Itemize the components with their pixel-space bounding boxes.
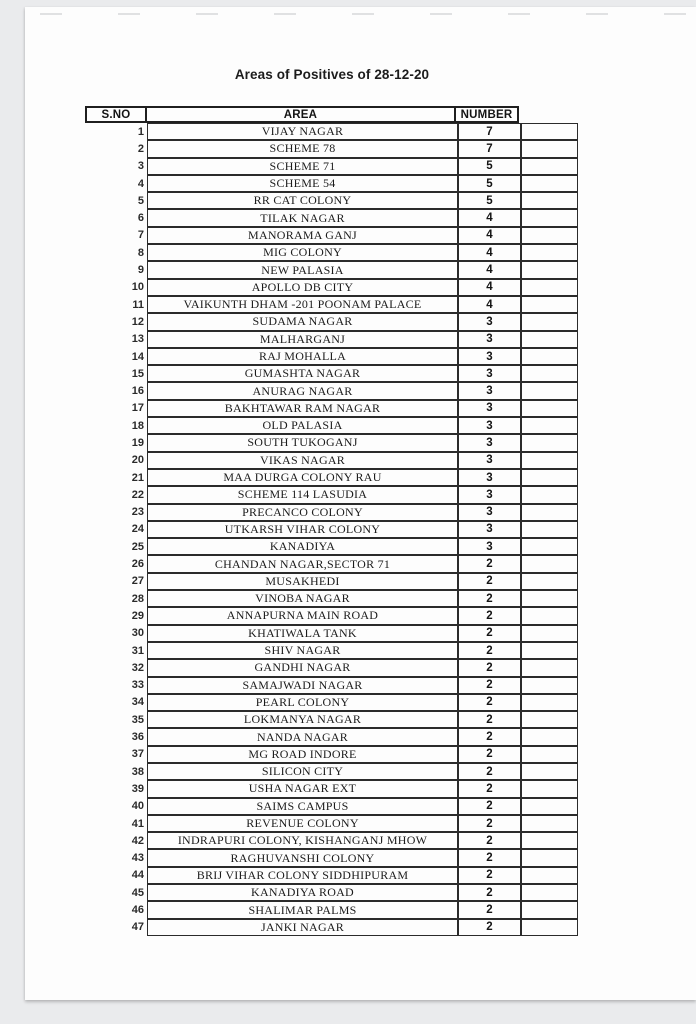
table-row	[85, 382, 578, 399]
row-sno: 28	[131, 592, 144, 605]
row-empty-cell	[521, 244, 578, 261]
row-empty-cell	[521, 313, 578, 330]
row-sno: 8	[137, 246, 144, 259]
row-number: 3	[458, 469, 521, 486]
row-area: SHALIMAR PALMS	[147, 901, 458, 918]
row-empty-cell	[521, 555, 578, 572]
row-empty-cell	[521, 832, 578, 849]
row-empty-cell	[521, 867, 578, 884]
table-row	[85, 348, 578, 365]
row-number: 2	[458, 798, 521, 815]
table-row	[85, 538, 578, 555]
table-row	[85, 832, 578, 849]
scan-artifact-line	[40, 13, 688, 15]
row-area: SILICON CITY	[147, 763, 458, 780]
table-row	[85, 763, 578, 780]
row-sno: 45	[131, 886, 144, 899]
table-row	[85, 365, 578, 382]
row-area: VIKAS NAGAR	[147, 452, 458, 469]
row-empty-cell	[521, 711, 578, 728]
row-number: 5	[458, 158, 521, 175]
row-number: 2	[458, 832, 521, 849]
row-number: 2	[458, 590, 521, 607]
row-empty-cell	[521, 158, 578, 175]
table-row	[85, 555, 578, 572]
row-number: 5	[458, 192, 521, 209]
table-row	[85, 780, 578, 797]
row-empty-cell	[521, 642, 578, 659]
table-row	[85, 521, 578, 538]
row-sno: 7	[137, 229, 144, 242]
row-area: MIG COLONY	[147, 244, 458, 261]
row-number: 3	[458, 434, 521, 451]
table-row	[85, 711, 578, 728]
row-sno: 42	[131, 834, 144, 847]
row-number: 4	[458, 279, 521, 296]
row-area: JANKI NAGAR	[147, 919, 458, 936]
row-number: 4	[458, 261, 521, 278]
row-area: ANURAG NAGAR	[147, 382, 458, 399]
row-empty-cell	[521, 417, 578, 434]
row-area: VAIKUNTH DHAM -201 POONAM PALACE	[147, 296, 458, 313]
row-empty-cell	[521, 227, 578, 244]
table-row	[85, 417, 578, 434]
row-area: MANORAMA GANJ	[147, 227, 458, 244]
row-number: 3	[458, 348, 521, 365]
row-empty-cell	[521, 400, 578, 417]
row-sno: 38	[131, 765, 144, 778]
row-number: 3	[458, 365, 521, 382]
table-row	[85, 504, 578, 521]
row-area: KANADIYA	[147, 538, 458, 555]
row-number: 2	[458, 659, 521, 676]
row-area: KANADIYA ROAD	[147, 884, 458, 901]
row-sno: 23	[131, 506, 144, 519]
table-body	[85, 123, 578, 936]
table-row	[85, 261, 578, 278]
row-area: SCHEME 78	[147, 140, 458, 157]
row-empty-cell	[521, 763, 578, 780]
table-row	[85, 798, 578, 815]
row-number: 2	[458, 763, 521, 780]
table-row	[85, 919, 578, 936]
row-number: 2	[458, 711, 521, 728]
table-row	[85, 849, 578, 866]
table-row	[85, 746, 578, 763]
row-sno: 4	[137, 177, 144, 190]
row-empty-cell	[521, 175, 578, 192]
table-row	[85, 590, 578, 607]
row-area: REVENUE COLONY	[147, 815, 458, 832]
row-area: GUMASHTA NAGAR	[147, 365, 458, 382]
table-row	[85, 296, 578, 313]
positives-table	[85, 106, 578, 936]
row-number: 3	[458, 538, 521, 555]
row-number: 2	[458, 607, 521, 624]
row-area: TILAK NAGAR	[147, 209, 458, 226]
table-row	[85, 694, 578, 711]
row-number: 4	[458, 296, 521, 313]
table-row	[85, 815, 578, 832]
row-area: SCHEME 54	[147, 175, 458, 192]
row-number: 2	[458, 573, 521, 590]
row-empty-cell	[521, 382, 578, 399]
row-empty-cell	[521, 140, 578, 157]
row-empty-cell	[521, 798, 578, 815]
row-number: 3	[458, 313, 521, 330]
table-row	[85, 867, 578, 884]
row-area: APOLLO DB CITY	[147, 279, 458, 296]
row-number: 3	[458, 331, 521, 348]
row-sno: 31	[131, 644, 144, 657]
table-row	[85, 227, 578, 244]
table-row	[85, 313, 578, 330]
row-sno: 44	[131, 869, 144, 882]
row-empty-cell	[521, 296, 578, 313]
row-empty-cell	[521, 504, 578, 521]
page-title: Areas of Positives of 28-12-20	[234, 67, 430, 82]
row-sno: 9	[137, 264, 144, 277]
table-row	[85, 659, 578, 676]
row-empty-cell	[521, 279, 578, 296]
row-sno: 15	[131, 367, 144, 380]
row-area: VINOBA NAGAR	[147, 590, 458, 607]
row-empty-cell	[521, 677, 578, 694]
table-row	[85, 244, 578, 261]
row-number: 7	[458, 123, 521, 140]
table-row	[85, 434, 578, 451]
row-area: PRECANCO COLONY	[147, 504, 458, 521]
table-row	[85, 140, 578, 157]
document-page	[25, 7, 696, 1000]
row-area: BAKHTAWAR RAM NAGAR	[147, 400, 458, 417]
row-number: 4	[458, 227, 521, 244]
row-number: 2	[458, 677, 521, 694]
row-number: 2	[458, 849, 521, 866]
table-row	[85, 607, 578, 624]
row-empty-cell	[521, 573, 578, 590]
row-sno: 46	[131, 904, 144, 916]
row-sno: 2	[137, 142, 144, 155]
row-number: 7	[458, 140, 521, 157]
table-row	[85, 123, 578, 140]
row-area: BRIJ VIHAR COLONY SIDDHIPURAM	[147, 867, 458, 884]
row-sno: 22	[131, 488, 144, 501]
table-row	[85, 469, 578, 486]
row-sno: 12	[131, 315, 144, 328]
row-area: CHANDAN NAGAR,SECTOR 71	[147, 555, 458, 572]
table-row	[85, 625, 578, 642]
row-area: SOUTH TUKOGANJ	[147, 434, 458, 451]
row-sno: 24	[131, 523, 144, 536]
row-empty-cell	[521, 209, 578, 226]
row-sno: 43	[131, 852, 144, 865]
row-number: 4	[458, 209, 521, 226]
table-row	[85, 331, 578, 348]
table-row	[85, 192, 578, 209]
row-area: ANNAPURNA MAIN ROAD	[147, 607, 458, 624]
row-area: OLD PALASIA	[147, 417, 458, 434]
row-sno: 13	[131, 333, 144, 346]
row-empty-cell	[521, 452, 578, 469]
row-area: KHATIWALA TANK	[147, 625, 458, 642]
row-sno: 37	[131, 748, 144, 761]
table-row	[85, 452, 578, 469]
row-area: VIJAY NAGAR	[147, 123, 458, 140]
table-row	[85, 175, 578, 192]
row-empty-cell	[521, 625, 578, 642]
row-empty-cell	[521, 123, 578, 140]
row-number: 3	[458, 417, 521, 434]
row-sno: 21	[131, 471, 144, 484]
row-empty-cell	[521, 607, 578, 624]
row-sno: 6	[137, 212, 144, 225]
row-area: INDRAPURI COLONY, KISHANGANJ MHOW	[147, 832, 458, 849]
row-empty-cell	[521, 901, 578, 918]
row-sno: 14	[131, 350, 144, 363]
row-empty-cell	[521, 192, 578, 209]
row-empty-cell	[521, 365, 578, 382]
row-area: RAJ MOHALLA	[147, 348, 458, 365]
table-row	[85, 728, 578, 745]
row-empty-cell	[521, 538, 578, 555]
row-empty-cell	[521, 486, 578, 503]
row-number: 3	[458, 504, 521, 521]
row-area: USHA NAGAR EXT	[147, 780, 458, 797]
row-empty-cell	[521, 849, 578, 866]
row-sno: 16	[131, 385, 144, 398]
row-number: 3	[458, 486, 521, 503]
row-area: GANDHI NAGAR	[147, 659, 458, 676]
row-empty-cell	[521, 659, 578, 676]
table-header-row	[85, 106, 578, 123]
row-empty-cell	[521, 919, 578, 936]
row-sno: 26	[131, 558, 144, 571]
row-area: MAA DURGA COLONY RAU	[147, 469, 458, 486]
row-empty-cell	[521, 348, 578, 365]
row-empty-cell	[521, 694, 578, 711]
row-area: SAIMS CAMPUS	[147, 798, 458, 815]
table-row	[85, 901, 578, 918]
row-number: 2	[458, 746, 521, 763]
row-sno: 35	[131, 713, 144, 726]
row-number: 2	[458, 901, 521, 918]
row-sno: 1	[137, 125, 144, 138]
row-area: UTKARSH VIHAR COLONY	[147, 521, 458, 538]
row-area: NANDA NAGAR	[147, 728, 458, 745]
row-sno: 10	[131, 281, 144, 294]
row-sno: 34	[131, 696, 144, 709]
row-area: LOKMANYA NAGAR	[147, 711, 458, 728]
row-area: SUDAMA NAGAR	[147, 313, 458, 330]
row-sno: 20	[131, 454, 144, 467]
row-empty-cell	[521, 331, 578, 348]
row-area: SCHEME 71	[147, 158, 458, 175]
row-area: NEW PALASIA	[147, 261, 458, 278]
row-sno: 30	[131, 627, 144, 640]
row-number: 3	[458, 400, 521, 417]
row-area: MUSAKHEDI	[147, 573, 458, 590]
row-number: 4	[458, 244, 521, 261]
row-empty-cell	[521, 590, 578, 607]
table-row	[85, 573, 578, 590]
row-sno: 5	[137, 194, 144, 207]
row-number: 2	[458, 694, 521, 711]
row-area: PEARL COLONY	[147, 694, 458, 711]
row-sno: 39	[131, 782, 144, 795]
table-row	[85, 677, 578, 694]
row-sno: 27	[131, 575, 144, 588]
row-area: MG ROAD INDORE	[147, 746, 458, 763]
table-row	[85, 158, 578, 175]
row-sno: 17	[131, 402, 144, 415]
row-empty-cell	[521, 434, 578, 451]
row-area: MALHARGANJ	[147, 331, 458, 348]
header-area: AREA	[145, 106, 456, 123]
table-row	[85, 486, 578, 503]
row-empty-cell	[521, 746, 578, 763]
row-empty-cell	[521, 469, 578, 486]
row-number: 3	[458, 382, 521, 399]
row-number: 2	[458, 884, 521, 901]
row-sno: 11	[132, 298, 144, 311]
table-row	[85, 209, 578, 226]
row-number: 2	[458, 780, 521, 797]
row-sno: 19	[131, 436, 144, 449]
row-number: 2	[458, 815, 521, 832]
table-row	[85, 642, 578, 659]
row-empty-cell	[521, 728, 578, 745]
row-sno: 47	[131, 921, 144, 934]
table-row	[85, 279, 578, 296]
row-area: SAMAJWADI NAGAR	[147, 677, 458, 694]
row-number: 3	[458, 521, 521, 538]
row-empty-cell	[521, 261, 578, 278]
row-empty-cell	[521, 815, 578, 832]
row-sno: 3	[137, 160, 144, 173]
row-number: 3	[458, 452, 521, 469]
row-number: 2	[458, 728, 521, 745]
row-number: 5	[458, 175, 521, 192]
row-sno: 25	[131, 540, 144, 553]
row-area: SCHEME 114 LASUDIA	[147, 486, 458, 503]
row-area: RR CAT COLONY	[147, 192, 458, 209]
row-number: 2	[458, 625, 521, 642]
row-empty-cell	[521, 884, 578, 901]
row-area: RAGHUVANSHI COLONY	[147, 849, 458, 866]
row-sno: 41	[131, 817, 144, 830]
row-number: 2	[458, 555, 521, 572]
row-sno: 36	[131, 731, 144, 744]
row-number: 2	[458, 642, 521, 659]
row-empty-cell	[521, 521, 578, 538]
header-number: NUMBER	[454, 106, 519, 123]
row-number: 2	[458, 919, 521, 936]
row-sno: 33	[131, 679, 144, 692]
row-sno: 32	[131, 661, 144, 674]
row-sno: 29	[131, 609, 144, 622]
row-sno: 40	[131, 800, 144, 813]
row-sno: 18	[131, 419, 144, 432]
row-area: SHIV NAGAR	[147, 642, 458, 659]
header-sno: S.NO	[85, 106, 147, 123]
row-number: 2	[458, 867, 521, 884]
table-row	[85, 400, 578, 417]
table-row	[85, 884, 578, 901]
row-empty-cell	[521, 780, 578, 797]
